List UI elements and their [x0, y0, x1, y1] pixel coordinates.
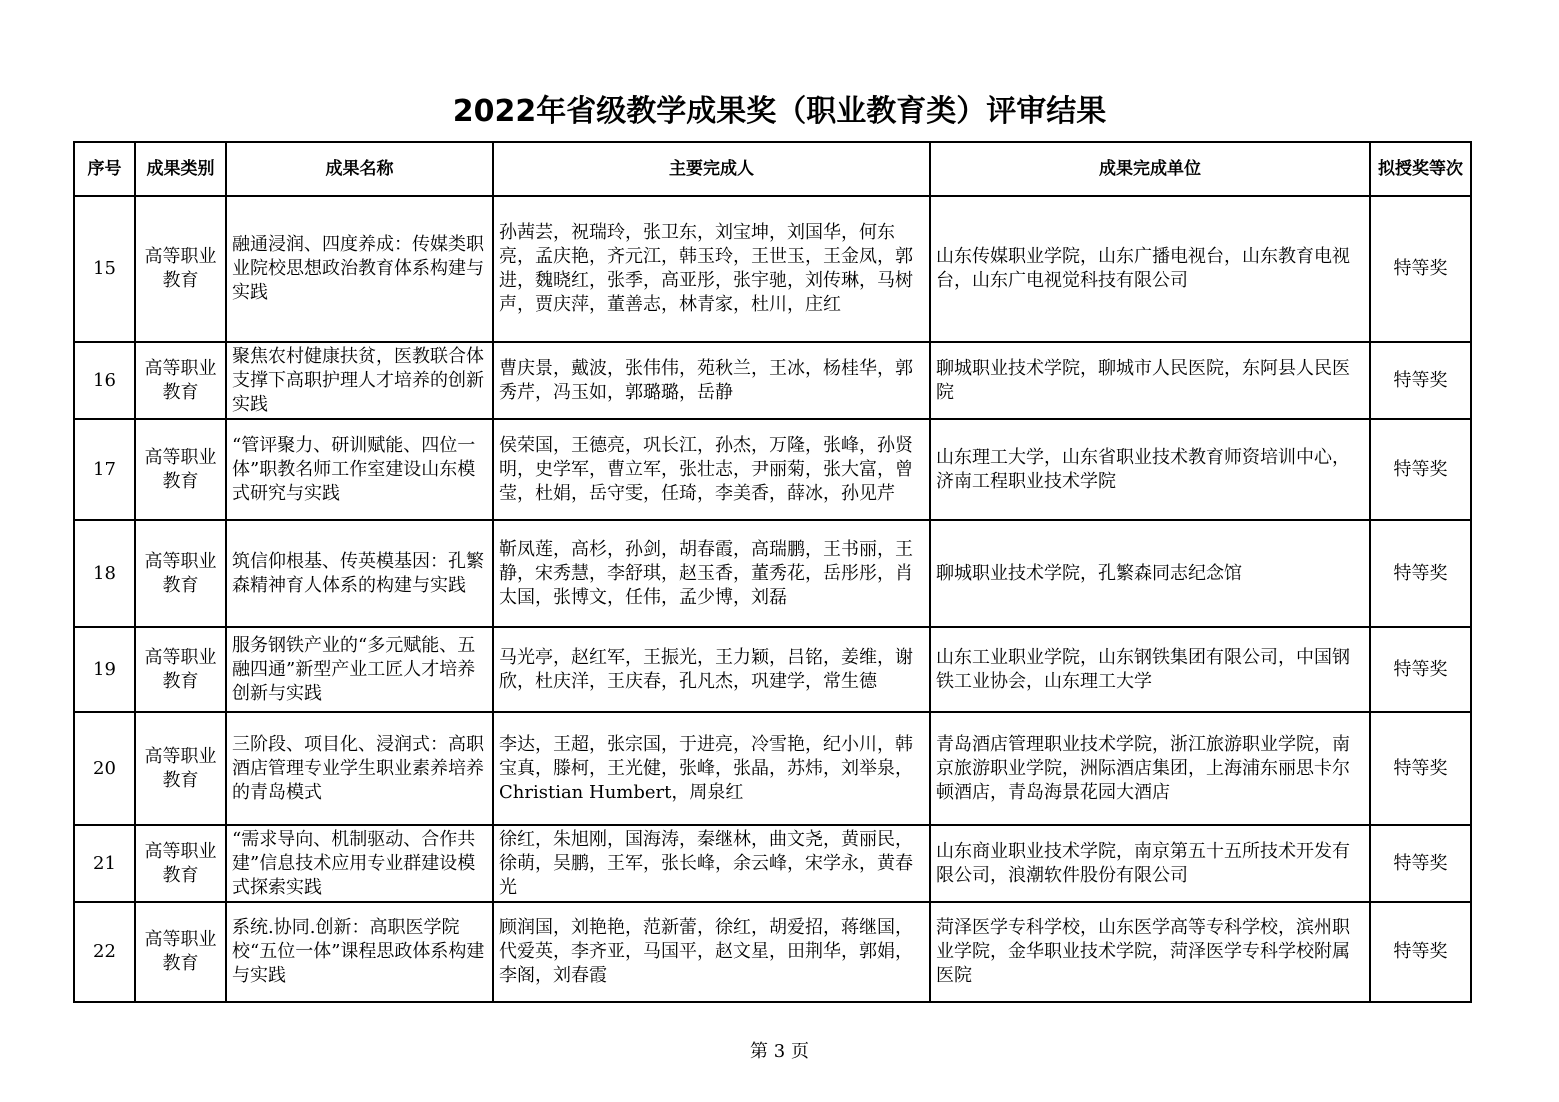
header-award: 拟授奖等次: [1370, 142, 1471, 196]
row-name: 系统.协同.创新：高职医学院校“五位一体”课程思政体系构建与实践: [226, 902, 493, 1002]
table-row: [74, 196, 1471, 342]
table-row: [74, 825, 1471, 902]
table-row: [74, 712, 1471, 825]
row-award: 特等奖: [1370, 419, 1471, 520]
table-row: [74, 342, 1471, 419]
row-name: 聚焦农村健康扶贫，医教联合体支撑下高职护理人才培养的创新实践: [226, 342, 493, 419]
row-category: 高等职业教育: [135, 627, 226, 712]
row-name: “需求导向、机制驱动、合作共建”信息技术应用专业群建设模式探索实践: [226, 825, 493, 902]
row-award: 特等奖: [1370, 902, 1471, 1002]
row-people: 侯荣国，王德亮，巩长江，孙杰，万隆，张峰，孙贤明，史学军，曹立军，张壮志，尹丽菊，张大富，曾莹，杜娟，岳守雯，任琦，李美香，薛冰，孙见芹: [493, 419, 930, 520]
row-category: 高等职业教育: [135, 520, 226, 627]
row-award: 特等奖: [1370, 520, 1471, 627]
page-title: 2022年省级教学成果奖（职业教育类）评审结果: [452, 94, 1107, 129]
row-people: 曹庆景，戴波，张伟伟，苑秋兰，王冰，杨桂华，郭秀芹，冯玉如，郭璐璐，岳静: [493, 342, 930, 419]
row-no: 21: [74, 825, 135, 902]
row-people: 马光亭，赵红军，王振光，王力颖，吕铭，姜维，谢欣，杜庆洋，王庆春，孔凡杰，巩建学，常生德: [493, 627, 930, 712]
row-name: 筑信仰根基、传英模基因：孔繁森精神育人体系的构建与实践: [226, 520, 493, 627]
results-table: [73, 141, 1472, 1003]
row-name: 三阶段、项目化、浸润式：高职酒店管理专业学生职业素养培养的青岛模式: [226, 712, 493, 825]
row-category: 高等职业教育: [135, 342, 226, 419]
row-people: 孙茜芸，祝瑞玲，张卫东，刘宝坤，刘国华，何东亮，孟庆艳，齐元江，韩玉玲，王世玉，王金凤，郭进，魏晓红，张季，高亚彤，张宇驰，刘传琳，马树声，贾庆萍，董善志，林青家，杜川，庄红: [493, 196, 930, 342]
row-people: 顾润国，刘艳艳，范新蕾，徐红，胡爱招，蒋继国，代爱英，李齐亚，马国平，赵文星，田荆华，郭娟，李阁，刘春霞: [493, 902, 930, 1002]
row-people: 徐红，朱旭刚，国海涛，秦继林，曲文尧，黄丽民，徐萌，吴鹏，王军，张长峰，余云峰，宋学永，黄春光: [493, 825, 930, 902]
table-header-row: [74, 142, 1471, 196]
header-category: 成果类别: [135, 142, 226, 196]
row-people: 李达，王超，张宗国，于进亮，冷雪艳，纪小川，韩宝真，滕柯，王光健，张峰，张晶，苏炜，刘举泉，Christian Humbert，周泉红: [493, 712, 930, 825]
header-people: 主要完成人: [493, 142, 930, 196]
row-award: 特等奖: [1370, 712, 1471, 825]
row-no: 16: [74, 342, 135, 419]
row-unit: 聊城职业技术学院，聊城市人民医院，东阿县人民医院: [930, 342, 1370, 419]
table-row: [74, 627, 1471, 712]
row-unit: 菏泽医学专科学校，山东医学高等专科学校，滨州职业学院，金华职业技术学院，菏泽医学专科学校附属医院: [930, 902, 1370, 1002]
row-category: 高等职业教育: [135, 419, 226, 520]
row-people: 靳凤莲，高杉，孙剑，胡春霞，高瑞鹏，王书丽，王静，宋秀慧，李舒琪，赵玉香，董秀花，岳彤彤，肖太国，张博文，任伟，孟少博，刘磊: [493, 520, 930, 627]
row-no: 17: [74, 419, 135, 520]
row-no: 15: [74, 196, 135, 342]
row-no: 22: [74, 902, 135, 1002]
table-row: [74, 419, 1471, 520]
row-award: 特等奖: [1370, 825, 1471, 902]
row-no: 20: [74, 712, 135, 825]
row-unit: 聊城职业技术学院，孔繁森同志纪念馆: [930, 520, 1370, 627]
header-no: 序号: [74, 142, 135, 196]
row-name: 融通浸润、四度养成：传媒类职业院校思想政治教育体系构建与实践: [226, 196, 493, 342]
row-category: 高等职业教育: [135, 712, 226, 825]
table-row: [74, 520, 1471, 627]
header-unit: 成果完成单位: [930, 142, 1370, 196]
row-unit: 山东传媒职业学院，山东广播电视台，山东教育电视台，山东广电视觉科技有限公司: [930, 196, 1370, 342]
row-unit: 青岛酒店管理职业技术学院，浙江旅游职业学院，南京旅游职业学院，洲际酒店集团，上海浦东丽思卡尔顿酒店，青岛海景花园大酒店: [930, 712, 1370, 825]
row-unit: 山东工业职业学院，山东钢铁集团有限公司，中国钢铁工业协会，山东理工大学: [930, 627, 1370, 712]
row-award: 特等奖: [1370, 196, 1471, 342]
header-name: 成果名称: [226, 142, 493, 196]
page-number: 第 3 页: [750, 1041, 809, 1062]
row-name: “管评聚力、研训赋能、四位一体”职教名师工作室建设山东模式研究与实践: [226, 419, 493, 520]
table-row: [74, 902, 1471, 1002]
row-unit: 山东理工大学，山东省职业技术教育师资培训中心，济南工程职业技术学院: [930, 419, 1370, 520]
row-category: 高等职业教育: [135, 825, 226, 902]
row-name: 服务钢铁产业的“多元赋能、五融四通”新型产业工匠人才培养创新与实践: [226, 627, 493, 712]
row-no: 18: [74, 520, 135, 627]
row-award: 特等奖: [1370, 342, 1471, 419]
row-no: 19: [74, 627, 135, 712]
row-category: 高等职业教育: [135, 196, 226, 342]
row-unit: 山东商业职业技术学院，南京第五十五所技术开发有限公司，浪潮软件股份有限公司: [930, 825, 1370, 902]
row-award: 特等奖: [1370, 627, 1471, 712]
row-category: 高等职业教育: [135, 902, 226, 1002]
